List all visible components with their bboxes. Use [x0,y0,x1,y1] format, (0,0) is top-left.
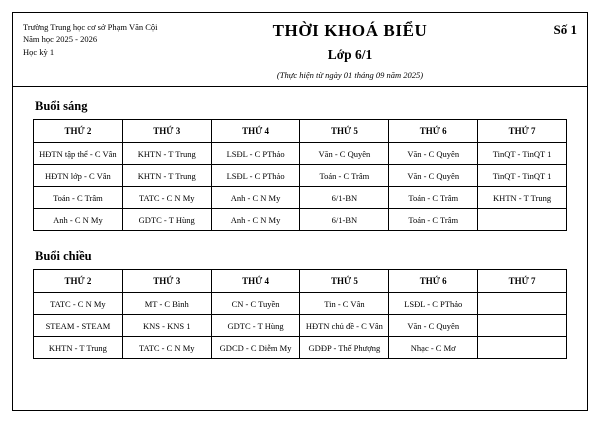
column-header: THỨ 6 [389,120,478,143]
semester: Học kỳ 1 [23,46,55,57]
table-header-row [34,270,567,293]
schedule-cell: TinQT - TinQT 1 [478,165,567,187]
schedule-cell: HĐTN chủ đề - C Vân [300,315,389,337]
column-header: THỨ 3 [122,120,211,143]
schedule-cell: TATC - C N My [122,337,211,359]
schedule-cell: Anh - C N My [211,187,300,209]
schedule-cell: GDTC - T Hùng [211,315,300,337]
schedule-cell: STEAM - STEAM [34,315,123,337]
schedule-cell: GDCD - C Diễm My [211,337,300,359]
column-header: THỨ 5 [300,270,389,293]
column-header: THỨ 7 [478,270,567,293]
schedule-cell: KHTN - T Trung [478,187,567,209]
table-row [34,337,567,359]
column-header: THỨ 5 [300,120,389,143]
schedule-cell: Toán - C Trâm [389,209,478,231]
title-area [201,19,499,80]
morning-schedule-table [33,119,567,231]
schedule-cell: GDĐP - Thế Phượng [300,337,389,359]
school-name: Trường Trung học cơ sở Phạm Văn Cội [23,22,158,32]
schedule-cell: Văn - C Quyên [300,143,389,165]
schedule-cell: LSĐL - C PThảo [389,293,478,315]
column-header: THỨ 6 [389,270,478,293]
schedule-cell: Văn - C Quyên [389,143,478,165]
column-header: THỨ 2 [34,120,123,143]
schedule-cell: Nhạc - C Mơ [389,337,478,359]
table-row [34,187,567,209]
document-header [13,13,587,87]
schedule-cell: LSĐL - C PThảo [211,143,300,165]
schedule-cell: KHTN - T Trung [122,165,211,187]
table-row [34,315,567,337]
schedule-cell: Toán - C Trâm [34,187,123,209]
table-row [34,165,567,187]
schedule-cell: KHTN - T Trung [122,143,211,165]
schedule-cell: Anh - C N My [34,209,123,231]
schedule-cell: 6/1-BN [300,187,389,209]
schedule-cell: CN - C Tuyền [211,293,300,315]
effective-date: (Thực hiện từ ngày 01 tháng 09 năm 2025) [276,70,424,80]
schedule-cell: GDTC - T Hùng [122,209,211,231]
schedule-cell: TATC - C N My [122,187,211,209]
column-header: THỨ 4 [211,270,300,293]
section-title-afternoon: Buổi chiều [35,249,92,263]
section-spacer [27,231,573,245]
schedule-number: Số 1 [553,22,577,37]
schedule-cell: Anh - C N My [211,209,300,231]
timetable-page [12,12,588,411]
table-header-row [34,120,567,143]
schedule-cell: TinQT - TinQT 1 [478,143,567,165]
section-title-morning: Buổi sáng [35,99,88,113]
column-header: THỨ 4 [211,120,300,143]
table-row [34,293,567,315]
schedule-cell [478,337,567,359]
column-header: THỨ 3 [122,270,211,293]
page-title: THỜI KHOÁ BIỂU [272,21,428,40]
schedule-cell: HĐTN tập thể - C Vân [34,143,123,165]
schedule-cell: LSĐL - C PThảo [211,165,300,187]
schedule-cell: 6/1-BN [300,209,389,231]
school-year: Năm học 2025 - 2026 [23,34,98,45]
schedule-cell: MT - C Bình [122,293,211,315]
schedule-cell: KHTN - T Trung [34,337,123,359]
schedule-cell: KNS - KNS 1 [122,315,211,337]
column-header: THỨ 7 [478,120,567,143]
schedule-cell: TATC - C N My [34,293,123,315]
document-body [13,87,587,359]
class-title: Lớp 6/1 [327,47,373,62]
school-info [23,19,201,58]
schedule-cell: Văn - C Quyên [389,165,478,187]
schedule-cell: HĐTN lớp - C Vân [34,165,123,187]
schedule-cell: Toán - C Trâm [389,187,478,209]
afternoon-schedule-table [33,269,567,359]
column-header: THỨ 2 [34,270,123,293]
schedule-cell [478,209,567,231]
schedule-cell: Tin - C Vân [300,293,389,315]
schedule-cell: Văn - C Quyên [389,315,478,337]
schedule-cell [478,293,567,315]
schedule-cell [478,315,567,337]
schedule-cell: Toán - C Trâm [300,165,389,187]
table-row [34,209,567,231]
table-row [34,143,567,165]
